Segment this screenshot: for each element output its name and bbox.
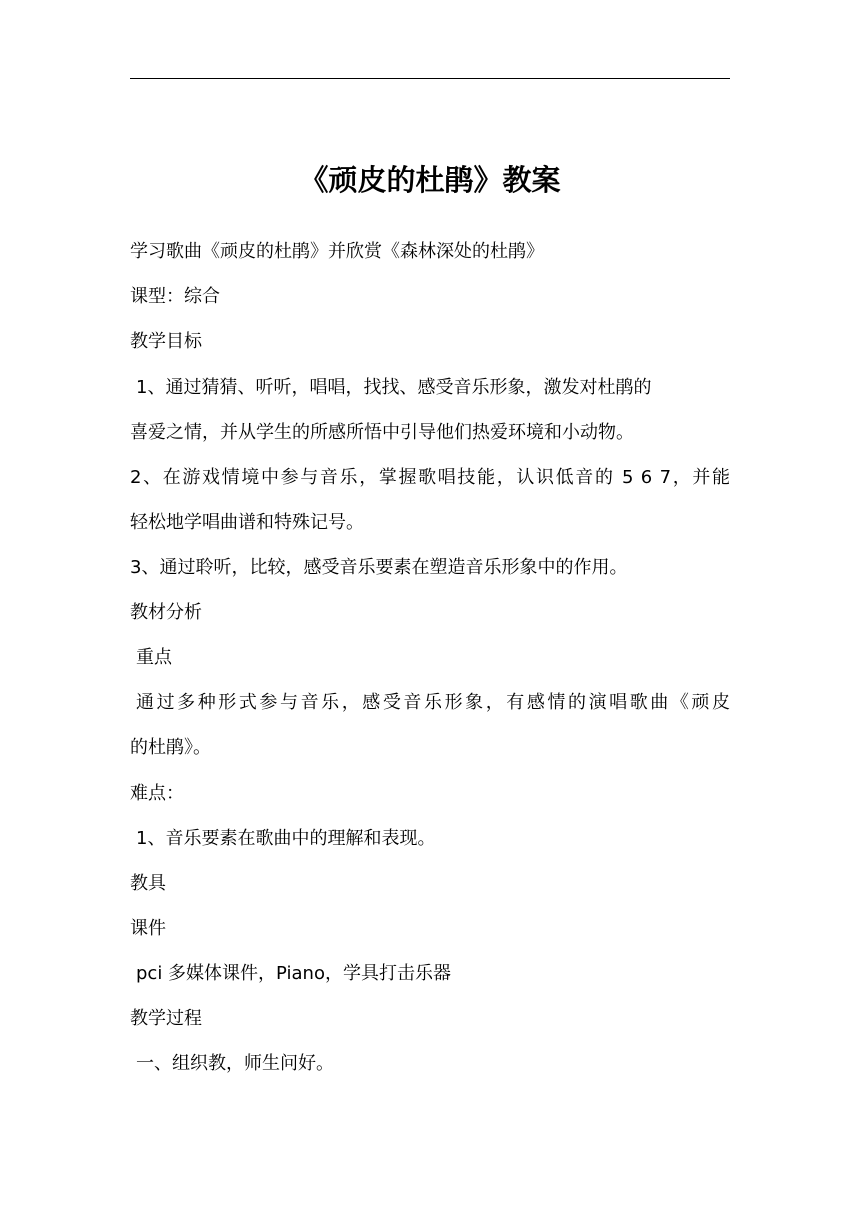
key-point-line-1: 通过多种形式参与音乐，感受音乐形象，有感情的演唱歌曲《顽皮 xyxy=(136,692,730,713)
process-step-1: 一、组织教，师生问好。 xyxy=(136,1053,334,1074)
courseware-item: pci 多媒体课件，Piano，学具打击乐器 xyxy=(136,963,451,984)
section-heading-analysis: 教材分析 xyxy=(130,602,202,623)
section-heading-teaching-aids: 教具 xyxy=(130,873,166,894)
lesson-type: 课型：综合 xyxy=(130,286,220,307)
section-heading-process: 教学过程 xyxy=(130,1008,202,1029)
header-rule xyxy=(130,78,730,79)
objective-2-line-1: 2、在游戏情境中参与音乐，掌握歌唱技能，认识低音的 5 6 7，并能 xyxy=(130,467,730,488)
objective-3: 3、通过聆听，比较，感受音乐要素在塑造音乐形象中的作用。 xyxy=(130,557,628,578)
document-title: 《顽皮的杜鹃》教案 xyxy=(299,163,561,197)
section-heading-objectives: 教学目标 xyxy=(130,331,202,352)
key-point-heading: 重点 xyxy=(136,647,172,668)
courseware-heading: 课件 xyxy=(130,918,166,939)
subtitle-line: 学习歌曲《顽皮的杜鹃》并欣赏《森林深处的杜鹃》 xyxy=(130,241,544,262)
objective-1-line-1: 1、通过猜猜、听听，唱唱，找找、感受音乐形象，激发对杜鹃的 xyxy=(136,377,652,398)
key-point-line-2: 的杜鹃》。 xyxy=(130,737,211,758)
difficulty-item: 1、音乐要素在歌曲中的理解和表现。 xyxy=(136,828,436,849)
objective-2-line-2: 轻松地学唱曲谱和特殊记号。 xyxy=(130,512,364,533)
difficulty-heading: 难点： xyxy=(130,783,184,804)
objective-1-line-2: 喜爱之情，并从学生的所感所悟中引导他们热爱环境和小动物。 xyxy=(130,422,634,443)
